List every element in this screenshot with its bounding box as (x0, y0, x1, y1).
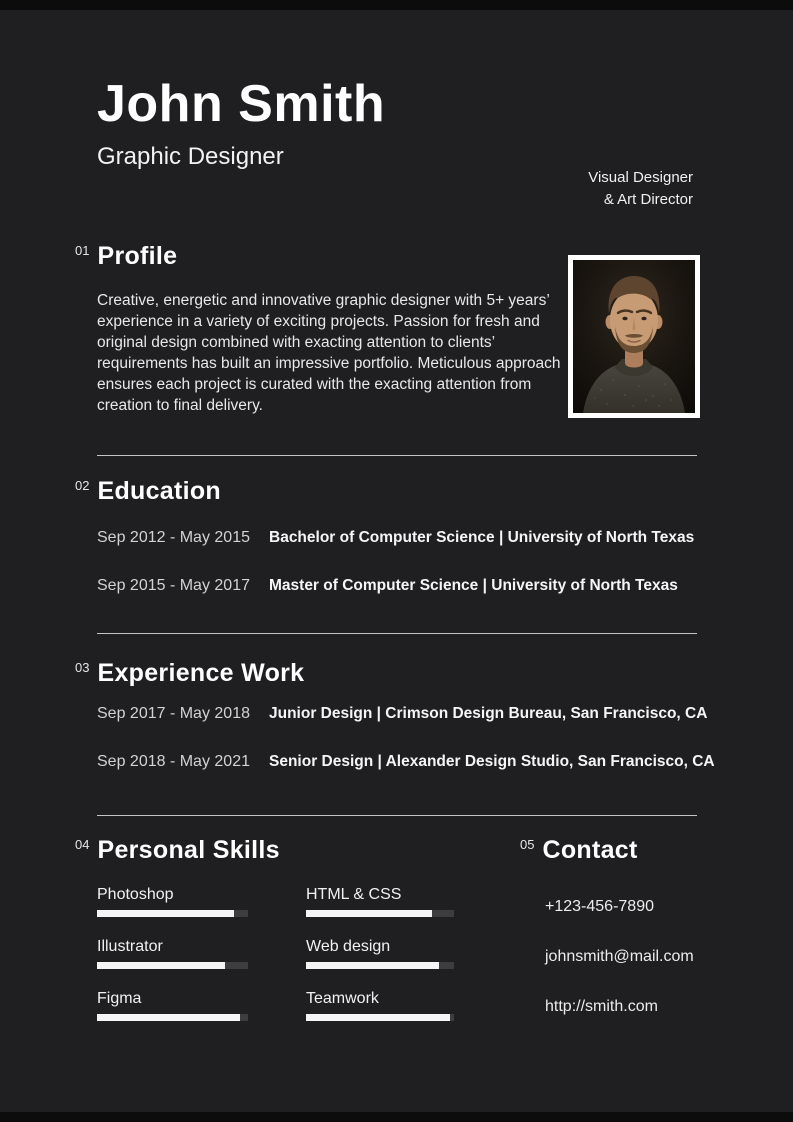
skills-section (75, 836, 475, 1036)
experience-detail: Junior Design | Crimson Design Bureau, San Francisco, CA (269, 705, 708, 722)
skill-item (97, 886, 248, 917)
section-title: Education (97, 477, 222, 505)
contact-website: http://smith.com (545, 998, 658, 1015)
skill-bar (97, 1014, 248, 1021)
section-number: 05 (520, 837, 535, 852)
section-number: 03 (75, 660, 90, 675)
contact-email: johnsmith@mail.com (545, 948, 694, 965)
education-detail: Master of Computer Science | University of North Texas (269, 577, 678, 594)
header (97, 74, 385, 171)
skill-bar (306, 910, 454, 917)
experience-section (75, 659, 715, 801)
section-title: Profile (97, 242, 178, 270)
skill-label: Web design (306, 938, 391, 955)
tagline (588, 167, 693, 211)
education-heading (75, 477, 694, 506)
skill-label: Illustrator (97, 938, 163, 955)
skills-heading (75, 836, 475, 865)
experience-heading (75, 659, 715, 688)
education-row (97, 577, 694, 595)
skill-bar (306, 1014, 454, 1021)
skill-bar-fill (306, 962, 439, 969)
tagline-line-1: Visual Designer (588, 169, 693, 186)
experience-row (97, 705, 715, 723)
skill-bar (97, 910, 248, 917)
section-divider (97, 815, 697, 816)
name-heading: John Smith (97, 75, 386, 133)
skill-bar (306, 962, 454, 969)
section-title: Contact (542, 836, 638, 864)
experience-detail: Senior Design | Alexander Design Studio, San Francisco, CA (269, 753, 715, 770)
education-row (97, 529, 694, 547)
profile-photo (568, 255, 700, 418)
education-dates: Sep 2015 - May 2017 (97, 577, 250, 594)
skill-bar (97, 962, 248, 969)
contact-phone: +123-456-7890 (545, 898, 654, 915)
tagline-line-2: & Art Director (603, 191, 693, 208)
portrait-illustration (573, 260, 695, 413)
profile-section (75, 242, 565, 416)
profile-heading (75, 242, 565, 271)
skill-label: Figma (97, 990, 142, 1007)
skill-item (306, 886, 454, 917)
skill-label: HTML & CSS (306, 886, 402, 903)
skill-item (306, 990, 454, 1021)
top-border-strip (0, 0, 793, 10)
skill-bar-fill (97, 1014, 240, 1021)
skill-item (97, 990, 248, 1021)
skill-item (97, 938, 248, 969)
contact-section (520, 836, 694, 1048)
education-detail: Bachelor of Computer Science | University of North Texas (269, 529, 695, 546)
profile-summary: Creative, energetic and innovative graphic designer with 5+ years’ experience in a variety of exciting projects. Passion for fresh and original design combined with exacting attention to clients’ requirements has built an impressive portfolio. Meticulous approach ensures each project is curated with the exacting attention from creation to final delivery. (97, 292, 561, 414)
experience-dates: Sep 2018 - May 2021 (97, 753, 250, 770)
skill-label: Photoshop (97, 886, 174, 903)
section-title: Personal Skills (97, 836, 280, 864)
education-dates: Sep 2012 - May 2015 (97, 529, 250, 546)
section-divider (97, 455, 697, 456)
skill-bar-fill (306, 910, 432, 917)
section-divider (97, 633, 697, 634)
contact-heading (520, 836, 694, 865)
skill-bar-fill (306, 1014, 450, 1021)
skill-label: Teamwork (306, 990, 379, 1007)
skill-bar-fill (97, 910, 234, 917)
section-title: Experience Work (97, 659, 305, 687)
section-number: 02 (75, 478, 90, 493)
education-section (75, 477, 694, 625)
experience-row (97, 753, 715, 771)
bottom-border-strip (0, 1112, 793, 1122)
section-number: 04 (75, 837, 90, 852)
section-number: 01 (75, 243, 90, 258)
job-title: Graphic Designer (97, 143, 284, 170)
skill-item (306, 938, 454, 969)
experience-dates: Sep 2017 - May 2018 (97, 705, 250, 722)
skill-bar-fill (97, 962, 225, 969)
